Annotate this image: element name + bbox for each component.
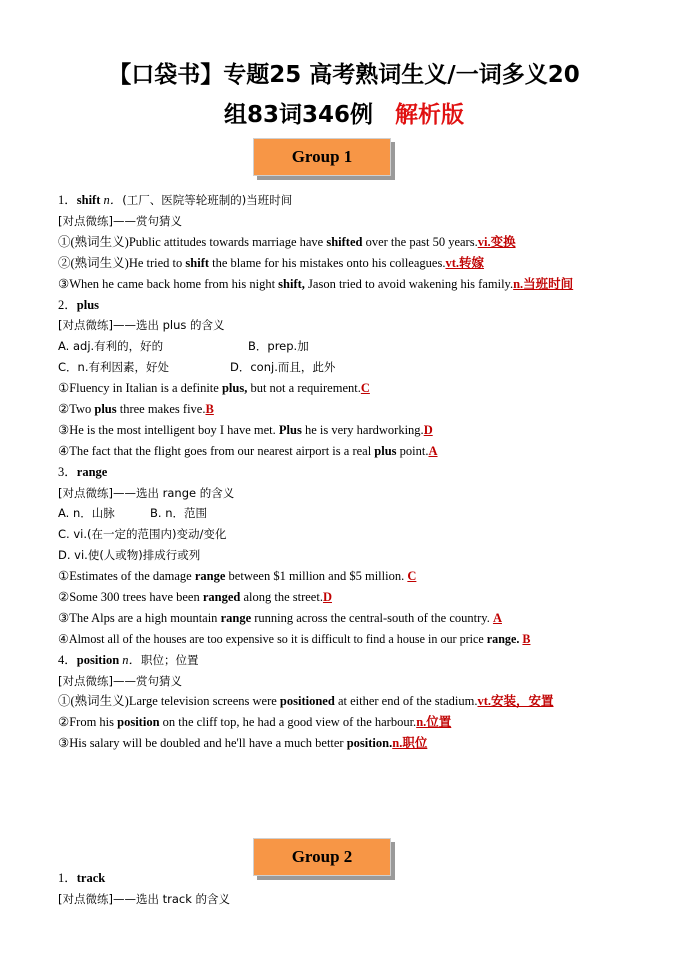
example-sentence: ③When he came back home from his night shift, Jason tried to avoid wakening his family.n.当班时间 (58, 276, 574, 291)
entry-plus-heading: 2．plus (58, 297, 100, 312)
entry-range-heading: 3．range (58, 464, 108, 479)
answer: vt.安装，安置 (477, 694, 554, 709)
group-2-heading: Group 2 (253, 838, 391, 876)
exercise-label: [对点微练]——选出 plus 的含义 (58, 318, 225, 333)
example-sentence: ②Two plus three makes five.B (58, 402, 214, 417)
answer: vt.转嫁 (445, 255, 484, 270)
example-sentence: ③His salary will be doubled and he'll have a much better position.n.职位 (58, 736, 428, 751)
option-d: D. vi.使(人或物)排成行或列 (58, 548, 201, 563)
answer: B (522, 631, 531, 646)
answer: B (205, 402, 214, 417)
options-row: C．n.有利因素，好处 D．conj.而且，此外 (58, 360, 336, 375)
answer: n.职位 (392, 736, 428, 751)
entry-shift-heading: 1．shift n．(工厂、医院等轮班制的)当班时间 (58, 193, 293, 207)
example-sentence: ①(熟词生义)Large television screens were positioned at either end of the stadium.vt.安装，安置 (58, 694, 554, 709)
answer: A (428, 443, 438, 458)
example-sentence: ②From his position on the cliff top, he had a good view of the harbour.n.位置 (58, 715, 452, 730)
example-sentence: ②(熟词生义)He tried to shift the blame for his mistakes onto his colleagues.vt.转嫁 (58, 255, 484, 270)
group-1-heading: Group 1 (253, 138, 391, 176)
example-sentence: ④Almost all of the houses are too expensive so it is difficult to find a house in our price range. B (58, 631, 531, 646)
exercise-label: [对点微练]——选出 range 的含义 (58, 485, 235, 500)
group-2-content (58, 868, 633, 910)
example-sentence: ③He is the most intelligent boy I have met. Plus he is very hardworking.D (58, 422, 433, 437)
example-sentence: ①Estimates of the damage range between $1 million and $5 million. C (58, 569, 417, 584)
title-text: 组83词346例 (223, 102, 374, 128)
exercise-label: [对点微练]——赏句猜义 (58, 213, 182, 228)
example-sentence: ④The fact that the flight goes from our nearest airport is a real plus point.A (58, 443, 438, 458)
options-row: A. adj.有利的，好的 B．prep.加 (58, 339, 309, 354)
example-sentence: ③The Alps are a high mountain range running across the central-south of the country. A (58, 610, 502, 625)
options-row: A. n．山脉 B. n．范围 (58, 506, 207, 521)
answer: A (492, 610, 502, 625)
answer: D (423, 422, 433, 437)
answer: C (360, 381, 370, 396)
answer: vi.变换 (477, 234, 516, 249)
answer: n.位置 (416, 715, 452, 730)
entry-position-heading: 4．position n．职位；位置 (58, 652, 199, 667)
answer: D (322, 590, 332, 605)
exercise-label: [对点微练]——赏句猜义 (58, 673, 182, 688)
page-title-line2 (0, 100, 688, 130)
title-red-label: 解析版 (395, 102, 465, 128)
example-sentence: ①(熟词生义)Public attitudes towards marriage have shifted over the past 50 years.vi.变换 (58, 234, 516, 249)
group-1-content (58, 190, 633, 754)
page-title-line1: 【口袋书】专题25 高考熟词生义/一词多义20 (108, 62, 580, 88)
answer: n.当班时间 (513, 276, 574, 291)
option-c: C. vi.(在一定的范围内)变动/变化 (58, 527, 227, 542)
exercise-label: [对点微练]——选出 track 的含义 (58, 891, 231, 906)
example-sentence: ②Some 300 trees have been ranged along the street.D (58, 590, 332, 605)
answer: C (407, 569, 417, 584)
entry-track-heading: 1．track (58, 871, 106, 885)
example-sentence: ①Fluency in Italian is a definite plus, but not a requirement.C (58, 381, 370, 396)
